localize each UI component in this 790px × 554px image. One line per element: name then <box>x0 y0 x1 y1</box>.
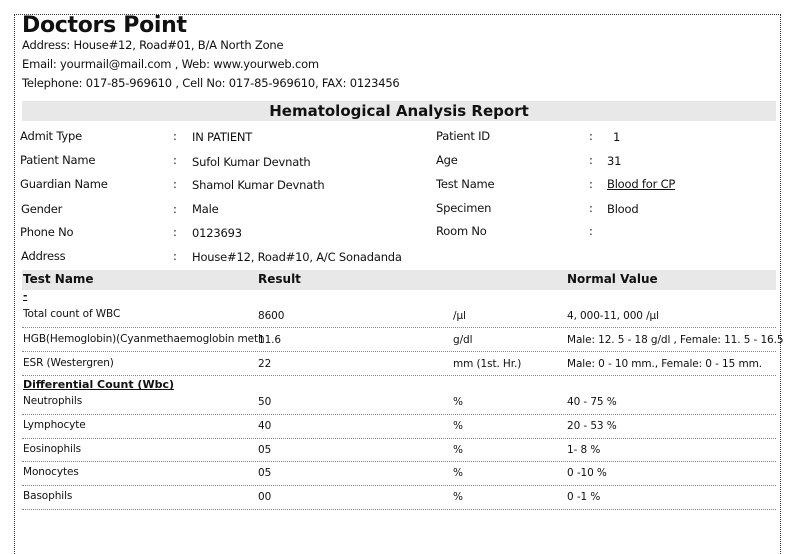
test-name: Monocytes <box>23 466 79 478</box>
colon: : <box>173 202 177 216</box>
row-divider <box>22 327 776 328</box>
test-unit: g/dl <box>453 334 473 346</box>
row-divider <box>22 485 776 486</box>
header-result: Result <box>258 272 301 286</box>
label-patient-id: Patient ID <box>436 129 490 143</box>
clinic-phone: Telephone: 017-85-969610 , Cell No: 017-85-969610, FAX: 0123456 <box>22 76 400 90</box>
test-unit: % <box>453 420 463 432</box>
value-gender: Male <box>192 202 219 216</box>
row-divider <box>22 375 776 376</box>
test-unit: % <box>453 444 463 456</box>
colon: : <box>589 153 593 167</box>
test-name: Total count of WBC <box>23 308 121 320</box>
header-test-name: Test Name <box>23 272 94 286</box>
test-result: 22 <box>258 358 272 370</box>
report-title-bar <box>22 101 776 121</box>
label-gender: Gender <box>21 202 63 216</box>
value-test-name: Blood for CP <box>607 177 676 191</box>
test-result: 50 <box>258 396 272 408</box>
test-unit: % <box>453 491 463 503</box>
test-result: 05 <box>258 467 272 479</box>
colon: : <box>589 177 593 191</box>
value-age: 31 <box>607 154 622 168</box>
label-address: Address <box>21 249 66 263</box>
test-unit: mm (1st. Hr.) <box>453 358 522 370</box>
row-divider <box>22 438 776 439</box>
test-normal: Male: 12. 5 - 18 g/dl , Female: 11. 5 - 16.5 <box>567 334 784 346</box>
colon: : <box>173 129 177 143</box>
test-normal: Male: 0 - 10 mm., Female: 0 - 15 mm. <box>567 358 762 370</box>
test-normal: 4, 000-11, 000 /µl <box>567 310 659 322</box>
row-divider <box>22 351 776 352</box>
label-room-no: Room No <box>436 224 487 238</box>
test-name: Lymphocyte <box>23 419 86 431</box>
label-guardian-name: Guardian Name <box>20 177 108 191</box>
test-normal: 1- 8 % <box>567 444 601 456</box>
test-result: 8600 <box>258 310 285 322</box>
colon: : <box>173 153 177 167</box>
test-name: Eosinophils <box>23 443 82 455</box>
test-name: HGB(Hemoglobin)(Cyanmethaemoglobin meth <box>23 333 265 345</box>
table-header-bar <box>22 270 776 290</box>
test-normal: 0 -10 % <box>567 467 607 479</box>
label-specimen: Specimen <box>436 201 492 215</box>
clinic-address: Address: House#12, Road#01, B/A North Zone <box>22 38 284 52</box>
test-unit: % <box>453 467 463 479</box>
colon: : <box>589 129 593 143</box>
report-title: Hematological Analysis Report <box>269 102 529 120</box>
colon: : <box>589 224 593 238</box>
value-patient-id: 1 <box>613 130 621 144</box>
clinic-contact: Email: yourmail@mail.com , Web: www.yourweb.com <box>22 57 319 71</box>
row-divider <box>22 509 776 510</box>
clinic-name: Doctors Point <box>22 13 187 38</box>
header-normal-value: Normal Value <box>567 272 658 286</box>
colon: : <box>173 177 177 191</box>
test-result: 05 <box>258 444 272 456</box>
value-admit-type: IN PATIENT <box>192 130 253 144</box>
value-guardian-name: Shamol Kumar Devnath <box>192 178 325 192</box>
test-result: 11.6 <box>258 334 281 346</box>
row-divider <box>22 414 776 415</box>
colon: : <box>173 225 177 239</box>
colon: : <box>173 249 177 263</box>
differential-count-heading: Differential Count (Wbc) <box>23 378 175 391</box>
test-unit: % <box>453 396 463 408</box>
value-patient-name: Sufol Kumar Devnath <box>192 155 311 169</box>
test-normal: 40 - 75 % <box>567 396 617 408</box>
test-unit: /µl <box>453 310 466 322</box>
colon: : <box>589 201 593 215</box>
value-phone: 0123693 <box>192 226 242 240</box>
test-name: Neutrophils <box>23 395 83 407</box>
value-specimen: Blood <box>607 202 639 216</box>
test-name: Basophils <box>23 490 73 502</box>
label-test-name: Test Name <box>436 177 495 191</box>
row-divider <box>22 461 776 462</box>
test-normal: 20 - 53 % <box>567 420 617 432</box>
label-age: Age <box>436 153 458 167</box>
test-result: 40 <box>258 420 272 432</box>
test-name: ESR (Westergren) <box>23 357 114 369</box>
label-admit-type: Admit Type <box>20 129 82 143</box>
value-address: House#12, Road#10, A/C Sonadanda <box>192 250 402 264</box>
test-normal: 0 -1 % <box>567 491 601 503</box>
label-patient-name: Patient Name <box>20 153 96 167</box>
group-marker: - <box>23 290 28 302</box>
test-result: 00 <box>258 491 272 503</box>
label-phone: Phone No <box>20 225 74 239</box>
